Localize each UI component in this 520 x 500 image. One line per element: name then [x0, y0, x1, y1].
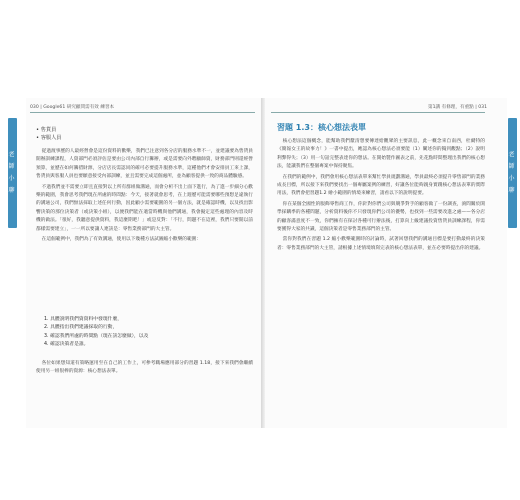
left-closing-text	[36, 360, 253, 379]
paragraph: 核心想法這個概念，能幫助我們釐清想要傳達給觀眾的主要訊息，此一概念來自南西，杜爾特的《簡報女王的故事力！》一書中提出，她認為核心想法必須要能（1）闡述你的獨到觀點；（2）說明利弊得失；（3）用一句話完整表達你的想法。在開始製作圖表之前，先花點時間整理出我們的核心想法，能讓我們在整個專案中保持聚焦。	[277, 139, 485, 170]
side-tab-right: 老 師 小 聊	[508, 118, 517, 228]
paragraph: 你在某個全國性的服飾零售商工作，你針對你們公司與競爭對手的顧客做了一份調查，詢問關於開學採購季的各種問題，分析資料後你不只發現你們公司的優勢，也找到一些需要改進之處——各分店的顧客滿意度不一致，你們擁有在探討各種可行辦法後，打算向上級建議投資售貨員訓練課程，你需要獲得大家的共識，這個決策者是零售業務部門的主管。	[277, 201, 485, 233]
list-item: 3. 確認我們所處的時間點（現在該怎麼做），以及	[44, 333, 149, 339]
left-page	[26, 98, 261, 428]
right-body-text	[277, 138, 485, 255]
side-tab-left: 老 師 小 聊	[8, 118, 17, 228]
paragraph: 不過我們並不需要立即且直接對以上所有群組做溝通，而會分析不出上面下進行，為了進一步細分心歡樂的範圍，我會思考我們現在所處的時間點：今天，接著就會思考，在上週歷可能需要哪些預想足違執行的溝通公司，我們無法採取上述任何行動，因此顧小需要範圍的另一個方法，就是確認時機，以及找出影響決策的那位決策者（或決策小組），以便我們能在適當時機與他們溝通，我會擬定這些處理的內容及時機的做法。「很好，我聽意提供資料，我這麼期吧！」或是反對：「不行，問題不在這裡，我們只要開以前都樣需要建立」，一一所以要讓人連該是：零售業務部門的大主管。	[36, 184, 253, 232]
list-item: 4. 確認決策者是誰。	[44, 342, 89, 348]
paragraph: 從過渡事歷的人最經營會是這份資料的歡樂，我們已注意到各分店的服務水準不一，並建議要為售貨員開辦訓練課程，人資部門必須評估是要由公司內部自行籌辦，或是需要向外聘顧師資，財務部門則還經營預算，並歷在如何籌措財源，分店店長需認同的確可必要提升服務水準，這種他們才會安排員工來上課，售貨員與客服人員也要願意接受內部訓練，並且需要完成這個處所，並為顧客提供一致的商品體驗感。	[36, 149, 253, 180]
left-body-text	[36, 148, 253, 246]
bullet-item: • 售貨員	[36, 126, 61, 134]
paragraph: 當你對我們在習題 1.2 縮小歡樂範圍時的討論時，試著回想我們的溝通目標是要打動最終的決策者：零售業務部門的大主管，請根據上述情境填寫完表的核心想法表單，並在必要時提出你的建議。	[277, 237, 485, 251]
header-rule	[271, 112, 485, 113]
bullet-list	[36, 126, 61, 142]
right-page-header: 第1講 有條理，有重點 | 031	[428, 105, 487, 110]
paragraph: 各位如果想知道有策略運用至在自己的工作上，可參考職場應用部分的習題 1.18，接下來我們會繼續使用另一組很棒的資源：核心想法表單。	[36, 361, 253, 375]
left-page-header: 030 | Google61 研究顧問需有效 練習本	[30, 105, 115, 110]
bullet-item: • 客服人員	[36, 134, 61, 142]
list-item: 1. 具體說明我們資資料中發現什麼，	[44, 317, 123, 322]
numbered-list	[44, 316, 148, 350]
paragraph: 在我們的範例中，我們會用核心想法表單來幫忙學員規劃溝通，學員最終必須提升零售部門的業務成長目標，所以接下來我們要找出一個專屬案例的練習，好讓各位能夠親身實踐核心想法表單的實際用法，我們會把習題1.2 繪小範圍的情境來練習，請看以下的說明提要。	[277, 174, 485, 197]
header-rule	[30, 112, 255, 113]
section-title: 習題 1.3：核心想法表單	[277, 123, 366, 132]
right-page	[265, 98, 507, 428]
paragraph: 在這個範例中，我們為了有效溝通，使用以下幾種方法試圖縮小歡樂的範圍：	[41, 237, 202, 243]
list-item: 2. 具體指出我們建議採取的行動，	[44, 325, 118, 331]
